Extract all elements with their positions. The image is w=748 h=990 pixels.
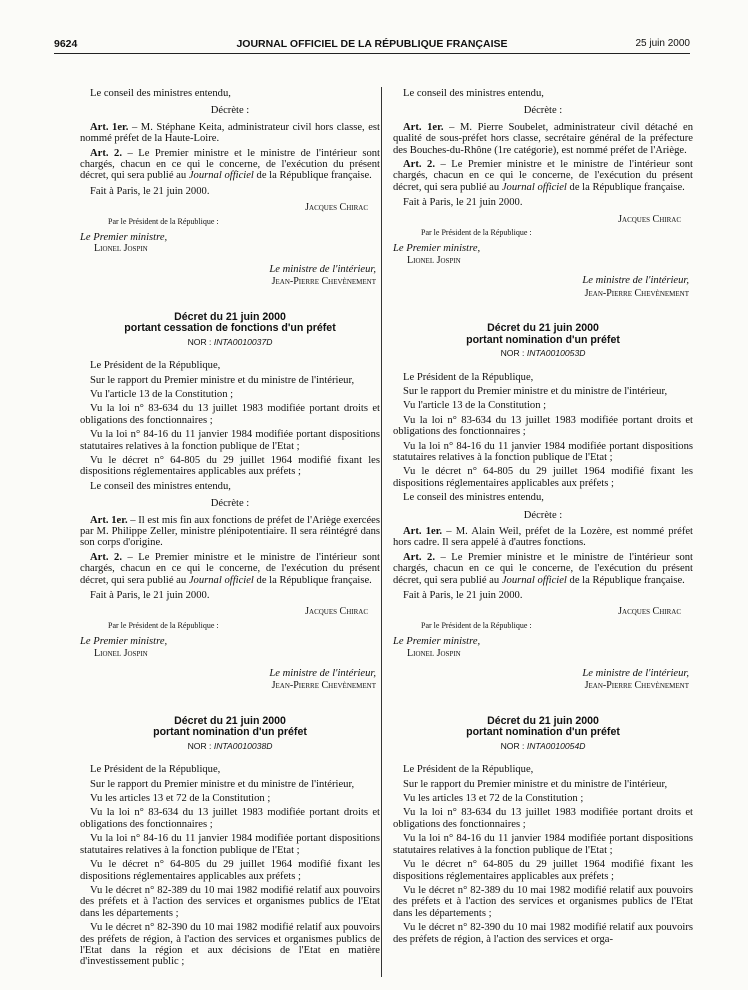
right-column [393,88,693,948]
visa-line: Vu la loi n° 84-16 du 11 janvier 1984 modifiée portant dispositions statutaires relatives à la fonction publique de l'Etat ; [393,440,693,463]
prime-minister-name: Lionel Jospin [407,647,461,659]
article-text: de la République française. [253,574,372,586]
par-le-president: Par le Président de la République : [108,620,219,630]
nor-reference [393,741,693,752]
page-number: 9624 [54,38,78,50]
journal-ref: Journal officiel [501,181,567,193]
signed-place-date: Fait à Paris, le 21 juin 2000. [90,185,210,197]
conseil-line: Le conseil des ministres entendu, [90,480,231,492]
article-2 [393,159,693,193]
visa-line: Vu la loi n° 84-16 du 11 janvier 1984 modifiée portant dispositions statutaires relatives à la fonction publique de l'Etat ; [80,429,380,452]
article-text: – Le Premier ministre et le ministre de l'intérieur sont chargés, chacun en ce qui le concerne, de l'exécution du présent décret, qui sera publié au [393,551,693,586]
minister-name: Jean-Pierre Chevènement [584,287,689,299]
conseil-line: Le conseil des ministres entendu, [403,88,544,99]
visa-line: Vu le décret n° 82-390 du 10 mai 1982 modifié relatif aux pouvoirs des préfets de région, à l'action des services et organismes publics de l'Etat dans la région et aux décisions de l'Etat en matière d'investissement public ; [80,922,380,968]
decree-title-line1: Décret du 21 juin 2000 [487,322,599,335]
decree-title-line2: portant cessation de fonctions d'un préfet [124,322,336,335]
nor-label: NOR : [500,740,527,751]
minister-name: Jean-Pierre Chevènement [271,680,376,692]
visa-line: Vu les articles 13 et 72 de la Constitution ; [403,793,584,805]
par-le-president: Par le Président de la République : [421,228,532,238]
nor-code: INTA0010037D [213,336,273,347]
president-signature: Jacques Chirac [618,213,681,225]
decree-title-line1: Décret du 21 juin 2000 [174,310,286,323]
article-2 [80,552,380,586]
visa-line: Vu le décret n° 64-805 du 29 juillet 1964 modifié fixant les dispositions réglementaires applicables aux préfets ; [393,466,693,489]
article-label: Art. 2. [90,147,122,159]
article-2 [393,552,693,586]
decree-title-line2: portant nomination d'un préfet [466,726,620,739]
visa-line: Sur le rapport du Premier ministre et du ministre de l'intérieur, [90,778,355,790]
journal-ref: Journal officiel [188,170,254,182]
nor-label: NOR : [500,348,527,359]
nor-reference [80,741,380,752]
article-text: – Il est mis fin aux fonctions de préfet de l'Ariège exercées par M. Philippe Zeller, ministre plénipotentiaire. Il sera réintégré dans son corps d'origine. [80,514,380,549]
article-label: Art. 2. [90,551,122,563]
conseil-line: Le conseil des ministres entendu, [403,492,544,504]
article-1 [393,526,693,549]
visa-line: Vu le décret n° 82-389 du 10 mai 1982 modifié relatif aux pouvoirs des préfets et à l'action des services et organismes publics de l'Etat dans les départements ; [393,884,693,919]
visa-line: Le Président de la République, [90,360,221,372]
minister-name: Jean-Pierre Chevènement [584,680,689,692]
journal-title: JOURNAL OFFICIEL DE LA RÉPUBLIQUE FRANÇAISE [236,38,508,50]
article-text: – M. Pierre Soubelet, administrateur civil détaché en qualité de sous-préfet hors classe, secrétaire général de la préfecture des Bouches-du-Rhône (1re catégorie), est nommé préfet de l'Ariège. [393,121,693,156]
prime-minister-name: Lionel Jospin [407,254,461,266]
visa-line: Vu le décret n° 64-805 du 29 juillet 1964 modifié fixant les dispositions réglementaires applicables aux préfets ; [80,859,380,882]
conseil-line: Le conseil des ministres entendu, [90,88,231,99]
visa-line: Le Président de la République, [403,371,534,383]
minister-title: Le ministre de l'intérieur, [269,668,376,680]
decree-title [80,312,380,335]
visa-line: Vu le décret n° 82-390 du 10 mai 1982 modifié relatif aux pouvoirs des préfets de région, à l'action des services et orga- [393,922,693,945]
article-label: Art. 1er. [403,525,443,537]
visa-line: Vu le décret n° 82-389 du 10 mai 1982 modifié relatif aux pouvoirs des préfets et à l'action des services et organismes publics de l'Etat dans les départements ; [80,884,380,919]
nor-code: INTA0010038D [213,740,273,751]
nor-reference [393,348,693,359]
article-label: Art. 2. [403,551,435,563]
visa-line: Vu la loi n° 83-634 du 13 juillet 1983 modifiée portant droits et obligations des fonctionnaires ; [393,807,693,830]
decrete-heading: Décrète : [210,105,250,117]
minister-name: Jean-Pierre Chevènement [271,276,376,288]
decree-title-line2: portant nomination d'un préfet [466,333,620,346]
article-text: de la République française. [566,574,685,586]
visa-line: Vu la loi n° 83-634 du 13 juillet 1983 modifiée portant droits et obligations des fonctionnaires ; [80,807,380,830]
visa-line: Vu l'article 13 de la Constitution ; [403,400,547,412]
prime-minister-title: Le Premier ministre, [393,636,481,648]
president-signature: Jacques Chirac [618,606,681,618]
decree-title-line1: Décret du 21 juin 2000 [174,714,286,727]
visa-line: Vu la loi n° 83-634 du 13 juillet 1983 modifiée portant droits et obligations des fonctionnaires ; [393,414,693,438]
par-le-president: Par le Président de la République : [108,216,219,226]
signed-place-date: Fait à Paris, le 21 juin 2000. [90,590,210,601]
visa-line: Vu le décret n° 64-805 du 29 juillet 1964 modifié fixant les dispositions réglementaires applicables aux préfets ; [393,859,693,882]
article-text: de la République française. [253,170,372,182]
decree-title-line1: Décret du 21 juin 2000 [487,714,599,727]
decrete-heading: Décrète : [523,509,563,521]
article-2 [80,148,380,182]
visa-line: Le Président de la République, [90,764,221,776]
par-le-president: Par le Président de la République : [421,620,532,630]
president-signature: Jacques Chirac [305,202,368,214]
prime-minister-title: Le Premier ministre, [80,232,168,244]
column-divider [381,87,382,977]
header-rule [54,53,690,54]
article-label: Art. 1er. [403,121,444,133]
journal-ref: Journal officiel [188,574,254,586]
article-text: de la République française. [566,181,685,193]
visa-line: Vu le décret n° 64-805 du 29 juillet 1964 modifié fixant les dispositions réglementaires applicables aux préfets ; [80,454,380,478]
prime-minister-title: Le Premier ministre, [80,636,168,648]
left-column [80,88,380,971]
visa-line: Sur le rapport du Premier ministre et du ministre de l'intérieur, [403,778,668,790]
prime-minister-name: Lionel Jospin [94,647,148,659]
visa-line: Le Président de la République, [403,764,534,776]
signed-place-date: Fait à Paris, le 21 juin 2000. [403,197,523,209]
visa-line: Vu la loi n° 84-16 du 11 janvier 1984 modifiée portant dispositions statutaires relatives à la fonction publique de l'Etat ; [393,833,693,856]
article-text: – Le Premier ministre et le ministre de l'intérieur sont chargés, chacun en ce qui le concerne, de l'exécution du présent décret, qui sera publié au [393,159,693,193]
article-label: Art. 1er. [90,514,128,526]
prime-minister-name: Lionel Jospin [94,243,148,255]
article-1 [80,515,380,549]
issue-date: 25 juin 2000 [635,38,690,49]
decree-title [80,716,380,739]
nor-reference [80,337,380,348]
visa-line: Vu l'article 13 de la Constitution ; [90,388,234,400]
article-text: – M. Stéphane Keita, administrateur civil hors classe, est nommé préfet de la Haute-Loire. [80,121,380,145]
article-label: Art. 1er. [90,121,129,133]
page-header [54,38,690,52]
visa-line: Vu les articles 13 et 72 de la Constitution ; [90,793,271,805]
decrete-heading: Décrète : [210,498,250,510]
article-text: – Le Premier ministre et le ministre de l'intérieur sont chargés, chacun en ce qui le concerne, de l'exécution du présent décret, qui sera publié au [80,551,380,586]
decree-title-line2: portant nomination d'un préfet [153,726,307,739]
nor-code: INTA0010054D [526,740,586,751]
nor-label: NOR : [187,740,214,751]
article-text: – Le Premier ministre et le ministre de l'intérieur sont chargés, chacun en ce qui le concerne, de l'exécution du présent décret, qui sera publié au [80,147,380,182]
nor-code: INTA0010053D [526,348,586,359]
article-1 [393,122,693,156]
president-signature: Jacques Chirac [305,606,368,618]
article-1 [80,122,380,145]
visa-line: Vu la loi n° 84-16 du 11 janvier 1984 modifiée portant dispositions statutaires relatives à la fonction publique de l'Etat ; [80,833,380,856]
nor-label: NOR : [187,336,214,347]
article-label: Art. 2. [403,159,435,171]
visa-line: Sur le rapport du Premier ministre et du ministre de l'intérieur, [403,385,668,397]
article-text: – M. Alain Weil, préfet de la Lozère, est nommé préfet hors cadre. Il sera appelé à d'autres fonctions. [393,525,693,549]
visa-line: Sur le rapport du Premier ministre et du ministre de l'intérieur, [90,374,355,386]
decree-title [393,323,693,346]
decree-title [393,716,693,739]
decrete-heading: Décrète : [523,105,563,117]
minister-title: Le ministre de l'intérieur, [582,668,689,680]
minister-title: Le ministre de l'intérieur, [582,275,689,287]
journal-ref: Journal officiel [501,574,567,586]
visa-line: Vu la loi n° 83-634 du 13 juillet 1983 modifiée portant droits et obligations des fonctionnaires ; [80,403,380,426]
minister-title: Le ministre de l'intérieur, [269,263,376,275]
prime-minister-title: Le Premier ministre, [393,243,481,255]
signed-place-date: Fait à Paris, le 21 juin 2000. [403,590,523,601]
